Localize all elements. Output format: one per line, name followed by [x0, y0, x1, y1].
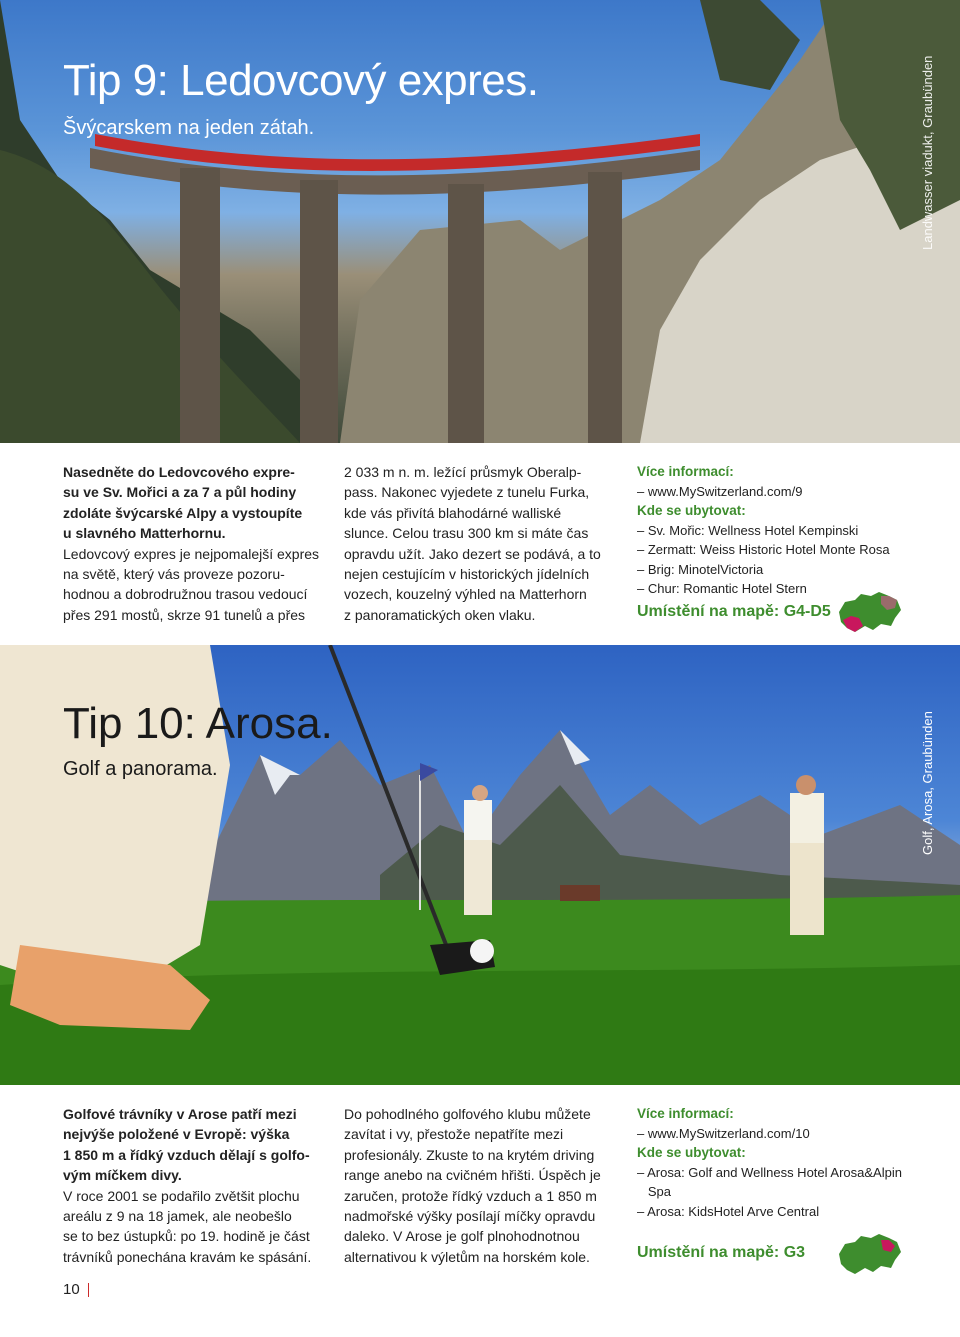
- text-line: vým míčkem divy.: [63, 1167, 182, 1184]
- text-line: pass. Nakonec vyjedete z tunelu Furka,: [344, 484, 590, 501]
- hotel-item: – Chur: Romantic Hotel Stern: [637, 581, 807, 596]
- text-line: zaručen, protože řídký vzduch a 1 850 m: [344, 1187, 597, 1204]
- page-number: 10: [63, 1281, 80, 1298]
- page-number-divider: [88, 1283, 89, 1297]
- hotel-item: – Arosa: KidsHotel Arve Central: [637, 1203, 820, 1219]
- text-line: přes 291 mostů, skrze 91 tunelů a přes: [63, 606, 306, 623]
- tip10-title: Tip 10: Arosa.: [63, 699, 333, 748]
- switzerland-map-icon: [835, 1232, 903, 1276]
- hotel-item: – Brig: MinotelVictoria: [637, 561, 764, 577]
- text-line: Ledovcový expres je nejpomalejší expres: [63, 545, 320, 562]
- text-line: slunce. Celou trasu 300 km si máte čas: [344, 525, 589, 542]
- text-line: u slavného Matterhornu.: [63, 525, 226, 542]
- text-line: V roce 2001 se podařilo zvětšit plochu: [63, 1187, 300, 1204]
- accommodation-heading: Kde se ubytovat:: [637, 1145, 746, 1160]
- text-line: kde vás přivítá blahodárné walliské: [344, 504, 562, 521]
- text-line: trávníků ponechána kravám ke spásání.: [63, 1248, 312, 1265]
- tip10-info-column: [637, 1104, 927, 1221]
- text-line: Golfové trávníky v Arose patří mezi: [63, 1106, 297, 1122]
- tip9-intro-column: [63, 462, 333, 625]
- tip9-body-column: [344, 462, 619, 625]
- tip9-info-column: [637, 462, 927, 599]
- text-line: 2 033 m n. m. ležící průsmyk Oberalp-: [344, 464, 582, 480]
- text-line: na světě, který vás proveze pozoru-: [63, 566, 285, 583]
- text-line: nejvýše položené v Evropě: výška: [63, 1126, 290, 1143]
- hotel-item: – Arosa: Golf and Wellness Hotel Arosa&Alpin: [637, 1164, 902, 1180]
- text-line: vozech, kouzelný výhled na Matterhorn: [344, 586, 587, 603]
- text-line: Nasedněte do Ledovcového expre-: [63, 464, 295, 480]
- accommodation-heading: Kde se ubytovat:: [637, 503, 746, 518]
- text-line: range anebo na cvičném hřišti. Úspěch je: [344, 1167, 601, 1184]
- text-line: se to bez ústupků: po 19. hodině je část: [63, 1228, 310, 1245]
- text-line: areálu z 9 na 18 jamek, ale neobešlo: [63, 1208, 292, 1225]
- switzerland-map-icon: [835, 590, 903, 634]
- tip9-title: Tip 9: Ledovcový expres.: [63, 56, 539, 105]
- tip10-subtitle: Golf a panorama.: [63, 758, 218, 780]
- text-line: z panoramatických oken vlaku.: [344, 606, 536, 623]
- more-info-heading: Více informací:: [637, 464, 734, 479]
- hotel-item: – Zermatt: Weiss Historic Hotel Monte Rosa: [637, 542, 890, 557]
- tip9-photo-credit: Landwasser viadukt, Graubünden: [920, 55, 935, 250]
- tip10-map-label: Umístění na mapě: G3: [637, 1244, 806, 1261]
- hotel-item: – Sv. Mořic: Wellness Hotel Kempinski: [637, 522, 859, 538]
- more-info-heading: Více informací:: [637, 1106, 734, 1121]
- text-line: hodnou a dobrodružnou trasou vedoucí: [63, 586, 308, 603]
- tip9-subtitle: Švýcarskem na jeden zátah.: [63, 117, 315, 139]
- text-line: profesionály. Zkuste to na krytém driving: [344, 1146, 595, 1163]
- tip9-map-label: Umístění na mapě: G4-D5: [637, 603, 831, 620]
- hotel-item: Spa: [637, 1184, 671, 1199]
- text-line: nadmořské výšky posílají míčky opravdu: [344, 1208, 596, 1225]
- golf-photo: [0, 645, 960, 1085]
- viaduct-photo: [0, 0, 960, 443]
- text-line: su ve Sv. Mořici a za 7 a půl hodiny: [63, 484, 297, 501]
- text-line: 1 850 m a řídký vzduch dělají s golfo-: [63, 1146, 310, 1163]
- text-line: opravdu užít. Jako dezert se podává, a to: [344, 545, 601, 562]
- tip10-body-column: [344, 1104, 624, 1267]
- text-line: alternativou k výletům na horském kole.: [344, 1248, 590, 1265]
- text-line: zdoláte švýcarské Alpy a vystoupíte: [63, 504, 303, 521]
- more-info-link[interactable]: – www.MySwitzerland.com/9: [637, 483, 803, 499]
- tip10-intro-column: [63, 1104, 333, 1267]
- text-line: daleko. V Arose je golf plnohodnotnou: [344, 1228, 580, 1245]
- text-line: Do pohodlného golfového klubu můžete: [344, 1106, 591, 1122]
- text-line: zavítat i vy, přestože nepatříte mezi: [344, 1126, 564, 1143]
- tip10-photo-credit: Golf, Arosa, Graubünden: [920, 711, 935, 855]
- text-line: nejen cestujícím v historických jídelních: [344, 566, 590, 583]
- more-info-link[interactable]: – www.MySwitzerland.com/10: [637, 1125, 810, 1141]
